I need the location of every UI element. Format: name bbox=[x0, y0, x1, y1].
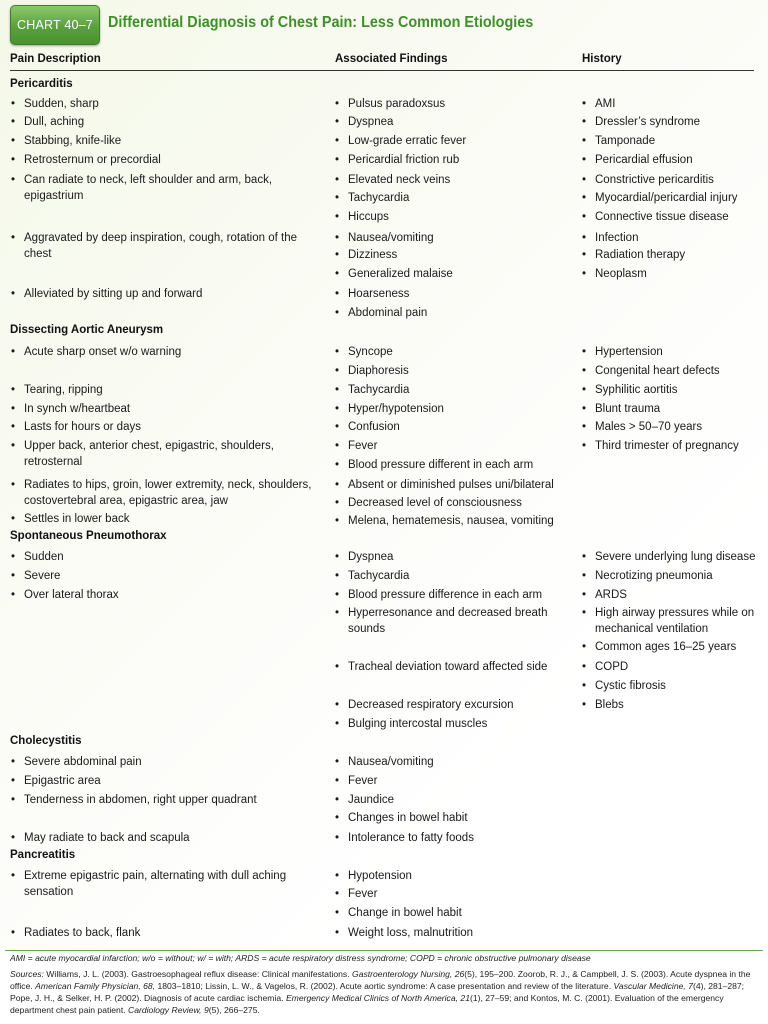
finding-item: • Tachycardia bbox=[348, 190, 570, 206]
pain-item: • Tearing, ripping bbox=[24, 382, 314, 398]
header-divider bbox=[10, 70, 754, 71]
source-journal: Emergency Medical Clinics of North America, 21 bbox=[285, 993, 470, 1003]
source-text: (1), 27–59; and Kontos, M. C. (2001). Evaluation of the emergency department chest pain patient. bbox=[10, 993, 724, 1015]
finding-item: • Hypotension bbox=[348, 868, 570, 884]
pain-item: • Acute sharp onset w/o warning bbox=[24, 344, 314, 360]
history-item: • ARDS bbox=[595, 587, 757, 603]
finding-item: • Fever bbox=[348, 438, 570, 454]
pain-item: • Lasts for hours or days bbox=[24, 419, 314, 435]
history-item: • Tamponade bbox=[595, 133, 757, 149]
section-title-aortic-aneurysm: Dissecting Aortic Aneurysm bbox=[10, 324, 164, 336]
abbreviations-note: AMI = acute myocardial infarction; w/o = without; w/ = with; ARDS = acute respiratory distress syndrome; COPD = chronic obstructive pulmonary disease bbox=[10, 953, 591, 963]
source-text: (5), 195–200. Zoorob, R. J., & Campbell, J. S. (2003). Acute dyspnea in the office. bbox=[10, 969, 751, 991]
finding-item: • Hyper/hypotension bbox=[348, 401, 570, 417]
finding-item: • Tachycardia bbox=[348, 568, 570, 584]
pain-item: • Severe bbox=[24, 568, 314, 584]
pain-item: • Sudden, sharp bbox=[24, 96, 314, 112]
finding-item: • Pericardial friction rub bbox=[348, 152, 570, 168]
finding-item: • Fever bbox=[348, 886, 570, 902]
source-journal: Vascular Medicine, 7 bbox=[613, 981, 693, 991]
history-item: • High airway pressures while on mechanical ventilation bbox=[595, 605, 757, 637]
column-header-pain: Pain Description bbox=[10, 53, 101, 65]
history-item: • Connective tissue disease bbox=[595, 209, 757, 225]
history-item: • Infection bbox=[595, 230, 757, 246]
finding-item: • Diaphoresis bbox=[348, 363, 570, 379]
finding-item: • Hyperresonance and decreased breath sounds bbox=[348, 605, 570, 637]
finding-item: • Decreased respiratory excursion bbox=[348, 697, 570, 713]
pain-item: • Radiates to hips, groin, lower extremity, neck, shoulders, costovertebral area, epigastric area, jaw bbox=[24, 477, 314, 509]
finding-item: • Generalized malaise bbox=[348, 266, 570, 282]
history-item: • Common ages 16–25 years bbox=[595, 639, 757, 655]
pain-item: • Radiates to back, flank bbox=[24, 925, 314, 941]
finding-item: • Nausea/vomiting bbox=[348, 230, 570, 246]
finding-item: • Hiccups bbox=[348, 209, 570, 225]
source-journal: Gastroenterology Nursing, 26 bbox=[352, 969, 465, 979]
pain-item: • Aggravated by deep inspiration, cough, rotation of the chest bbox=[24, 230, 314, 262]
pain-item: • May radiate to back and scapula bbox=[24, 830, 314, 846]
finding-item: • Confusion bbox=[348, 419, 570, 435]
pain-item: • Severe abdominal pain bbox=[24, 754, 314, 770]
history-item: • Necrotizing pneumonia bbox=[595, 568, 757, 584]
pain-item: • Extreme epigastric pain, alternating with dull aching sensation bbox=[24, 868, 314, 900]
source-journal: Cardiology Review, 9 bbox=[128, 1005, 209, 1015]
source-journal: American Family Physician, 68, bbox=[35, 981, 156, 991]
finding-item: • Melena, hematemesis, nausea, vomiting bbox=[348, 513, 570, 529]
source-text: Williams, J. L. (2003). Gastroesophageal reflux disease: Clinical manifestations. bbox=[43, 969, 353, 979]
pain-item: • Can radiate to neck, left shoulder and arm, back, epigastrium bbox=[24, 172, 314, 204]
finding-item: • Low-grade erratic fever bbox=[348, 133, 570, 149]
history-item: • Cystic fibrosis bbox=[595, 678, 757, 694]
history-item: • Radiation therapy bbox=[595, 247, 757, 263]
finding-item: • Bulging intercostal muscles bbox=[348, 716, 570, 732]
column-header-history: History bbox=[582, 53, 622, 65]
history-item: • Third trimester of pregnancy bbox=[595, 438, 757, 454]
finding-item: • Change in bowel habit bbox=[348, 905, 570, 921]
sources-label: Sources: bbox=[10, 969, 44, 979]
finding-item: • Pulsus paradoxsus bbox=[348, 96, 570, 112]
pain-item: • In synch w/heartbeat bbox=[24, 401, 314, 417]
history-item: • Blunt trauma bbox=[595, 401, 757, 417]
section-title-pneumothorax: Spontaneous Pneumothorax bbox=[10, 530, 167, 542]
history-item: • Blebs bbox=[595, 697, 757, 713]
history-item: • Hypertension bbox=[595, 344, 757, 360]
history-item: • COPD bbox=[595, 659, 757, 675]
pain-item: • Settles in lower back bbox=[24, 511, 314, 527]
history-item: • Congenital heart defects bbox=[595, 363, 757, 379]
source-text: 1803–1810; Lissin, L. W., & Vagelos, R. (2002). Acute aortic syndrome: A case presentation and review of the literature. bbox=[155, 981, 614, 991]
column-header-findings: Associated Findings bbox=[335, 53, 448, 65]
section-title-cholecystitis: Cholecystitis bbox=[10, 735, 82, 747]
section-title-pancreatitis: Pancreatitis bbox=[10, 849, 76, 861]
history-item: • Constrictive pericarditis bbox=[595, 172, 757, 188]
history-item: • Syphilitic aortitis bbox=[595, 382, 757, 398]
finding-item: • Dizziness bbox=[348, 247, 570, 263]
pain-item: • Retrosternum or precordial bbox=[24, 152, 314, 168]
finding-item: • Nausea/vomiting bbox=[348, 754, 570, 770]
finding-item: • Tracheal deviation toward affected side bbox=[348, 659, 570, 675]
finding-item: • Intolerance to fatty foods bbox=[348, 830, 570, 846]
pain-item: • Over lateral thorax bbox=[24, 587, 314, 603]
history-item: • Myocardial/pericardial injury bbox=[595, 190, 757, 206]
source-text: (5), 266–275. bbox=[208, 1005, 260, 1015]
pain-item: • Upper back, anterior chest, epigastric, shoulders, retrosternal bbox=[24, 438, 314, 470]
history-item: • Dressler’s syndrome bbox=[595, 114, 757, 130]
chart-title: Differential Diagnosis of Chest Pain: Less Common Etiologies bbox=[108, 14, 534, 31]
finding-item: • Elevated neck veins bbox=[348, 172, 570, 188]
pain-item: • Alleviated by sitting up and forward bbox=[24, 286, 314, 302]
finding-item: • Decreased level of consciousness bbox=[348, 495, 570, 511]
history-item: • Severe underlying lung disease bbox=[595, 549, 757, 565]
finding-item: • Changes in bowel habit bbox=[348, 810, 570, 826]
pain-item: • Sudden bbox=[24, 549, 314, 565]
source-text: (4), 281–287; Pope, J. H., & Selker, H. P. (2002). Diagnosis of acute cardiac ischemia. bbox=[10, 981, 745, 1003]
history-item: • Pericardial effusion bbox=[595, 152, 757, 168]
history-item: • Neoplasm bbox=[595, 266, 757, 282]
pain-item: • Stabbing, knife-like bbox=[24, 133, 314, 149]
finding-item: • Tachycardia bbox=[348, 382, 570, 398]
finding-item: • Blood pressure difference in each arm bbox=[348, 587, 570, 603]
footer-divider bbox=[5, 950, 763, 951]
finding-item: • Syncope bbox=[348, 344, 570, 360]
finding-item: • Dyspnea bbox=[348, 114, 570, 130]
chart-number-badge: CHART 40–7 bbox=[10, 5, 100, 45]
finding-item: • Hoarseness bbox=[348, 286, 570, 302]
pain-item: • Epigastric area bbox=[24, 773, 314, 789]
finding-item: • Blood pressure different in each arm bbox=[348, 457, 570, 473]
finding-item: • Abdominal pain bbox=[348, 305, 570, 321]
section-title-pericarditis: Pericarditis bbox=[10, 78, 73, 90]
finding-item: • Dyspnea bbox=[348, 549, 570, 565]
history-item: • AMI bbox=[595, 96, 757, 112]
finding-item: • Jaundice bbox=[348, 792, 570, 808]
finding-item: • Absent or diminished pulses uni/bilateral bbox=[348, 477, 570, 493]
finding-item: • Weight loss, malnutrition bbox=[348, 925, 570, 941]
finding-item: • Fever bbox=[348, 773, 570, 789]
pain-item: • Tenderness in abdomen, right upper quadrant bbox=[24, 792, 314, 808]
sources-note bbox=[10, 968, 758, 1016]
pain-item: • Dull, aching bbox=[24, 114, 314, 130]
history-item: • Males > 50–70 years bbox=[595, 419, 757, 435]
